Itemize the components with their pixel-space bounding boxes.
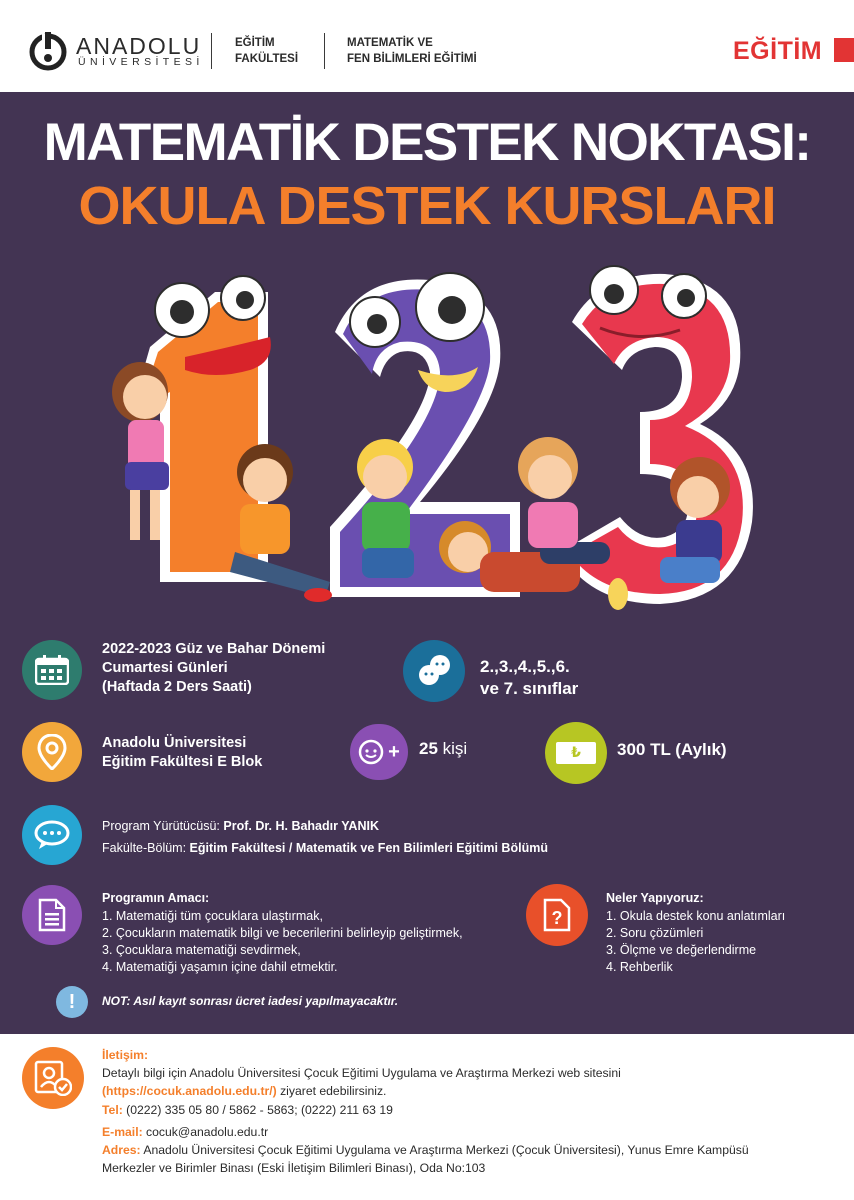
activity-item: 4. Rehberlik	[606, 960, 673, 974]
faculty-line: EĞİTİM	[235, 37, 275, 49]
activity-item: 3. Ölçme ve değerlendirme	[606, 943, 757, 957]
program-director	[102, 818, 379, 835]
goal-item: 1. Matematiği tüm çocuklara ulaştırmak,	[102, 909, 323, 923]
calendar-icon-circle	[22, 640, 82, 700]
schedule-info	[102, 640, 325, 697]
email-label: E-mail:	[102, 1125, 143, 1139]
email-value[interactable]: cocuk@anadolu.edu.tr	[142, 1125, 269, 1139]
department-line: MATEMATİK VE	[347, 37, 433, 49]
schedule-line: (Haftada 2 Ders Saati)	[102, 679, 252, 695]
program-department	[102, 840, 548, 857]
schedule-line: Cumartesi Günleri	[102, 660, 228, 676]
digit-two-character	[330, 273, 520, 597]
exclamation-icon: !	[68, 990, 76, 1013]
contact-icon-circle	[22, 1047, 84, 1109]
chat-icon-circle	[22, 805, 82, 865]
tel-value: (0222) 335 05 80 / 5862 - 5863; (0222) 211 63 19	[122, 1103, 393, 1117]
contact-card-icon	[34, 1060, 72, 1096]
activities-title: Neler Yapıyoruz:	[606, 891, 704, 905]
goal-item: 4. Matematiği yaşamın içine dahil etmektir.	[102, 960, 338, 974]
department-label: Fakülte-Bölüm:	[102, 841, 187, 855]
faculty-line: FAKÜLTESİ	[235, 53, 299, 65]
location-line: Eğitim Fakültesi E Blok	[102, 754, 263, 770]
girl-middle-figure	[357, 439, 414, 578]
plus-icon: +	[388, 740, 400, 763]
address-line-1: Anadolu Üniversitesi Çocuk Eğitimi Uygulama ve Araştırma Merkezi (Çocuk Üniversitesi), Yunus Emre Kampüsü	[140, 1143, 749, 1157]
director-label: Program Yürütücüsü:	[102, 819, 220, 833]
girl-pointing-figure	[518, 437, 578, 548]
badge-square	[834, 38, 854, 62]
grades-line: 2.,3.,4.,5.,6.	[480, 657, 570, 676]
goal-item: 2. Çocukların matematik bilgi ve becerilerini belirleyip geliştirmek,	[102, 926, 463, 940]
department-line: FEN BİLİMLERİ EĞİTİMİ	[347, 53, 477, 65]
capacity-value: 25	[419, 739, 438, 758]
question-icon-circle	[526, 884, 588, 946]
header-divider	[324, 33, 325, 69]
children-faces-icon	[414, 651, 454, 691]
refund-note: NOT: Asıl kayıt sonrası ücret iadesi yapılmayacaktır.	[102, 994, 399, 1008]
contact-line-2	[102, 1082, 386, 1100]
contact-address	[102, 1141, 749, 1177]
document-icon	[38, 898, 66, 932]
logo-name: ANADOLU	[76, 33, 202, 59]
faculty-name	[235, 35, 298, 67]
warning-icon-circle	[56, 986, 88, 1018]
egitim-badge: EĞİTİM	[733, 37, 823, 65]
logo-subtitle: ÜNİVERSİTESİ	[78, 56, 204, 68]
grades-line: ve 7. sınıflar	[480, 679, 579, 698]
price-info: 300 TL (Aylık)	[617, 740, 727, 759]
svg-text:?: ?	[551, 908, 563, 928]
children-icon-circle	[403, 640, 465, 702]
document-icon-circle	[22, 885, 82, 945]
header-divider	[211, 33, 212, 69]
contact-heading	[102, 1046, 148, 1064]
location-icon-circle	[22, 722, 82, 782]
banknote-icon	[556, 742, 596, 764]
contact-heading-text: İletişim:	[102, 1048, 149, 1062]
director-value: Prof. Dr. H. Bahadır YANIK	[223, 819, 379, 833]
location-line: Anadolu Üniversitesi	[102, 735, 247, 751]
money-icon-circle	[545, 722, 607, 784]
activity-item: 2. Soru çözümleri	[606, 926, 704, 940]
capacity-info	[419, 739, 467, 759]
goals-section	[102, 890, 463, 976]
contact-line-2-rest: ziyaret edebilirsiniz.	[276, 1084, 387, 1098]
question-document-icon	[543, 898, 571, 932]
location-info	[102, 734, 262, 772]
child-face-icon	[358, 739, 384, 765]
contact-tel	[102, 1101, 393, 1119]
contact-email	[102, 1123, 268, 1141]
capacity-icon-circle	[350, 724, 408, 780]
website-link[interactable]: (https://cocuk.anadolu.edu.tr/)	[102, 1084, 277, 1098]
goal-item: 3. Çocuklara matematiği sevdirmek,	[102, 943, 301, 957]
capacity-unit: kişi	[442, 739, 468, 758]
goals-title: Programın Amacı:	[102, 891, 210, 905]
tel-label: Tel:	[102, 1103, 123, 1117]
address-line-2: Merkezler ve Birimler Binası (Eski İletişim Bilimleri Binası), Oda No:103	[102, 1161, 486, 1175]
activity-item: 1. Okula destek konu anlatımları	[606, 909, 786, 923]
numbers-illustration	[0, 252, 854, 632]
speech-bubble-icon	[34, 820, 70, 850]
title-line-2: OKULA DESTEK KURSLARI	[78, 176, 776, 236]
location-pin-icon	[37, 734, 67, 770]
page-header	[0, 0, 854, 92]
contact-line-1: Detaylı bilgi için Anadolu Üniversitesi Çocuk Eğitimi Uygulama ve Araştırma Merkezi web sitesini	[102, 1066, 621, 1080]
schedule-line: 2022-2023 Güz ve Bahar Dönemi	[102, 641, 326, 657]
address-label: Adres:	[102, 1143, 141, 1157]
title-line-1: MATEMATİK DESTEK NOKTASI:	[43, 113, 811, 172]
department-value: Eğitim Fakültesi / Matematik ve Fen Bilimleri Eğitimi Bölümü	[189, 841, 548, 855]
department-name	[347, 35, 477, 67]
activities-section	[606, 890, 785, 976]
anadolu-logo-icon	[28, 32, 68, 72]
calendar-icon	[35, 655, 69, 685]
grades-info	[480, 656, 578, 700]
lira-symbol: ₺	[571, 745, 581, 761]
